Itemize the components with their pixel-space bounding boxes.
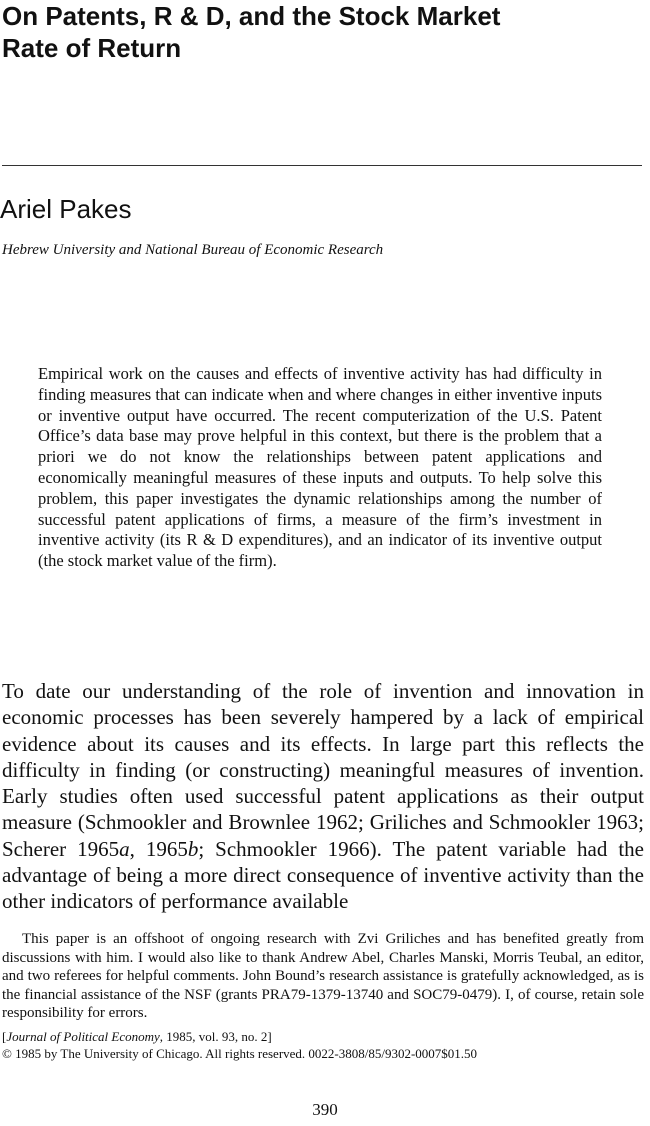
body-text-end: ; Schmookler 1966). The patent variable had the advantage of being a more direct consequence of inventive activity than the other indicators of performance available [2,836,644,914]
body-text-start: To date our understanding of the role of invention and innovation in economic processes has been severely hampered by a lack of empirical evidence about its causes and its effects. In large part this reflects the difficulty in finding (or constructing) meaningful measures of invention. Early studies often used successful patent applications as their output measure (Schmookler and Brownlee 1962; Griliches and Schmookler 1963; Scherer 1965 [2,679,644,861]
abstract: Empirical work on the causes and effects of inventive activity has had difficulty in finding measures that can indicate when and where changes in either inventive inputs or inventive output have occurred. The recent computerization of the U.S. Patent Office’s data base may prove helpful in this context, but there is the problem that a priori we do not know the relationships between patent applications and economically meaningful measures of these inputs and outputs. To help solve this problem, this paper investigates the dynamic relationships among the number of successful patent applications of firms, a measure of the firm’s investment in inventive activity (its R & D expenditures), and an indicator of its inventive output (the stock market value of the firm). [38,364,602,571]
title-rule [2,165,642,166]
article-title [2,0,642,64]
citation-bracket: [ [2,1029,7,1044]
journal-name: Journal of Political Economy [6,1029,160,1044]
copyright-line: © 1985 by The University of Chicago. All rights reserved. 0022-3808/85/9302-0007$01.50 [2,1046,478,1061]
citation-suffix-b: b [187,836,199,861]
journal-citation [2,1028,644,1062]
author-affiliation: Hebrew University and National Bureau of Economic Research [2,242,384,258]
body-paragraph [2,678,644,915]
title-line-2: Rate of Return [2,33,182,63]
body-text-mid: , 1965 [129,836,188,861]
author-name: Ariel Pakes [0,194,132,224]
citation-details: , 1985, vol. 93, no. 2] [159,1029,272,1044]
page-number: 390 [312,1100,338,1119]
title-line-1: On Patents, R & D, and the Stock Market [2,1,501,31]
acknowledgment-footnote: This paper is an offshoot of ongoing research with Zvi Griliches and has benefited greatly from discussions with him. I would also like to thank Andrew Abel, Charles Manski, Morris Teubal, an editor, and two referees for helpful comments. John Bound’s research assistance is gratefully acknowledged, as is the financial assistance of the NSF (grants PRA79-1379-13740 and SOC79-0479). I, of course, retain sole responsibility for errors. [2,931,644,1021]
citation-suffix-a: a [119,836,130,861]
